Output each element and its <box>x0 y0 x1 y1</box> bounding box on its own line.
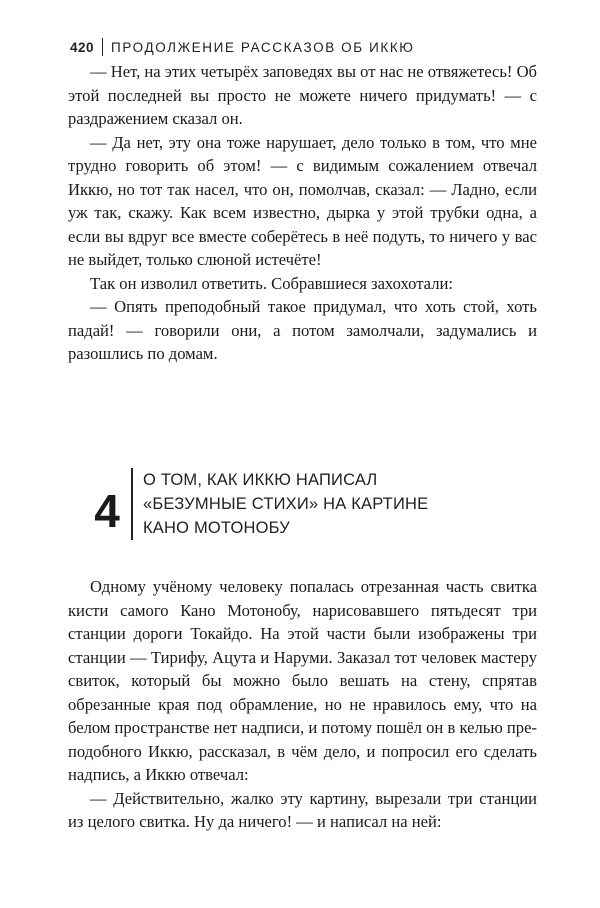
paragraph: — Действительно, жалко эту картину, вырезали три станции из целого свитка. Ну да ничего! — и написал на ней: <box>68 788 537 831</box>
paragraph: Так он изволил ответить. Собравшиеся захохотали: <box>90 273 453 293</box>
chapter-title-line: «БЕЗУМНЫЕ СТИХИ» НА КАРТИНЕ <box>143 495 429 513</box>
page-number: 420 <box>70 39 95 55</box>
running-header <box>70 38 415 56</box>
chapter-rule <box>131 468 133 540</box>
chapter-heading <box>90 468 428 540</box>
chapter-title <box>143 468 428 540</box>
chapter-number: 4 <box>94 485 120 537</box>
running-title: ПРОДОЛЖЕНИЕ РАССКАЗОВ ОБ ИККЮ <box>111 39 415 55</box>
paragraph: — Да нет, эту она тоже нарушает, дело только в том, что мне трудно говорить об этом! — с видимым сожалением отвечал Иккю, но тот так насел, что он, помолчав, сказал: — Ладно, если уж так, скажу. Как всем известно, дырка у этой трубки одна, а если вы вдруг все вместе соберётесь в неё подуть, то ничего у вас не выйдет, только слюной истечёте! <box>68 132 537 269</box>
chapter-title-line: КАНО МОТОНОБУ <box>143 519 290 537</box>
paragraph: Одному учёному человеку попалась отрезанная часть свитка кисти самого Кано Мотонобу, нарисовавшего пятьдесят три станции дороги Токайдо. На этой части были изображены три станции — Тирифу, Ацута и Наруми. Заказал тот человек мастеру свиток, который бы можно было вешать на стену, спрятав обрезанные края под обрамление, но не нравилось ему, что на белом пространстве нет надписи, и потому пошёл он в келью преподобного Иккю, рассказал, в чём дело, и попросил его сделать надпись, а Иккю отвечал: <box>68 577 537 784</box>
header-separator <box>102 38 103 56</box>
text-block-top <box>68 60 537 366</box>
chapter-title-line: О ТОМ, КАК ИККЮ НАПИСАЛ <box>143 471 378 489</box>
text-block-bottom <box>68 575 537 834</box>
paragraph: — Опять преподобный такое придумал, что хоть стой, хоть падай! — говорили они, а потом замолчали, задумались и разошлись по домам. <box>68 297 537 363</box>
paragraph: — Нет, на этих четырёх заповедях вы от нас не отвяжетесь! Об этой последней вы просто не можете ничего придумать! — с раздражением сказал он. <box>68 62 538 128</box>
